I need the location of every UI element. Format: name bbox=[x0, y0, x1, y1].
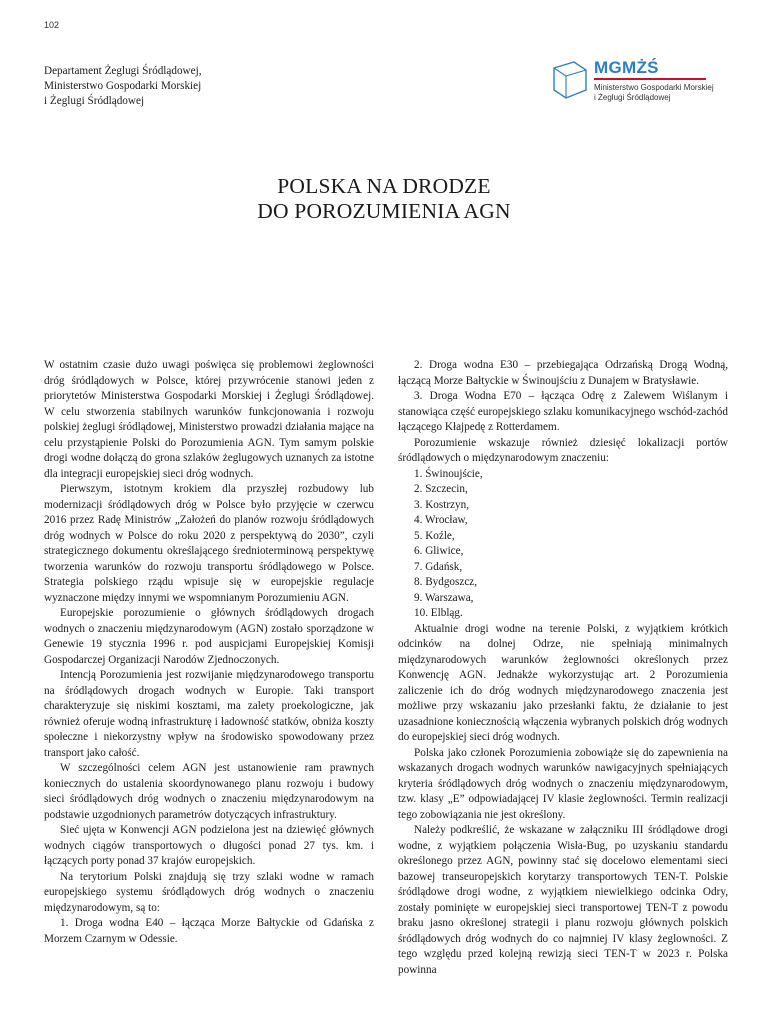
paragraph: Europejskie porozumienie o głównych śródlądowych drogach wodnych o znaczeniu międzynarodowym (AGN) zostało sporządzone w Genewie 19 stycznia 1996 r. pod auspicjami Europejskiej Komisji Gospodarczej Organizacji Narodów Zjednoczonych. bbox=[44, 607, 374, 666]
logo-subtitle-line: i Żeglugi Śródlądowej bbox=[594, 93, 671, 102]
paragraph: Sieć ujęta w Konwencji AGN podzielona jest na dziewięć głównych wodnych ciągów transportowych o długości ponad 27 tys. km. i łączących porty ponad 37 krajów europejskich. bbox=[44, 824, 374, 867]
right-column bbox=[398, 358, 728, 978]
logo-subtitle-line: Ministerstwo Gospodarki Morskiej bbox=[594, 83, 714, 92]
page-number: 102 bbox=[44, 20, 60, 30]
paragraph: Pierwszym, istotnym krokiem dla przyszłej rozbudowy lub modernizacji śródlądowych dróg w Polsce było przyjęcie w czerwcu 2016 przez Radę Ministrów „Założeń do planów rozwoju śródlądowych dróg wodnych w Polsce do roku 2020 z perspektywą do 2030”, czyli strategicznego dokumentu określającego średnioterminową perspektywę tworzenia warunków do rozwoju transportu śródlądowego w Polsce. Strategia polskiego rządu wpisuje się w europejskie regulacje wyznaczone między innymi we wspomnianym Porozumieniu AGN. bbox=[44, 483, 374, 604]
department-line: Ministerstwo Gospodarki Morskiej bbox=[44, 80, 202, 92]
list-item: 4. Wrocław, bbox=[414, 514, 468, 526]
logo-name: MGMŻŚ bbox=[594, 58, 659, 77]
list-item: 8. Bydgoszcz, bbox=[414, 576, 478, 588]
logo-subtitle bbox=[594, 83, 714, 103]
logo-rule bbox=[594, 78, 706, 80]
paragraph: Na terytorium Polski znajdują się trzy szlaki wodne w ramach europejskiego systemu śródlądowych dróg wodnych o znaczeniu międzynarodowym, są to: bbox=[44, 870, 374, 914]
paragraph: W szczególności celem AGN jest ustanowienie ram prawnych koniecznych do ustalenia skoordynowanego planu rozwoju i budowy sieci śródlądowych dróg wodnych o znaczeniu międzynarodowym na podstawie uzgodnionych parametrów dotyczących infrastruktury. bbox=[44, 762, 374, 821]
paragraph: 2. Droga wodna E30 – przebiegająca Odrzańską Drogą Wodną, łączącą Morze Bałtyckie w Świnoujściu z Dunajem w Bratysławie. bbox=[398, 359, 728, 387]
article-title bbox=[0, 174, 768, 224]
list-item: 3. Kostrzyn, bbox=[414, 498, 469, 511]
left-column bbox=[44, 358, 374, 947]
list-item: 10. Elbląg. bbox=[414, 607, 463, 619]
list-item: 1. Świnoujście, bbox=[414, 467, 483, 480]
paragraph: 3. Droga Wodna E70 – łącząca Odrę z Zalewem Wiślanym i stanowiąca część europejskiego szlaku komunikacyjnego wschód-zachód łączącego Kłajpedę z Rotterdamem. bbox=[398, 390, 728, 433]
paragraph: W ostatnim czasie dużo uwagi poświęca się problemowi żeglowności dróg śródlądowych w Polsce, której przywrócenie stanowi jeden z priorytetów Ministerstwa Gospodarki Morskiej i Żeglugi Śródlądowej. W celu stworzenia stabilnych warunków funkcjonowania i rozwoju polskiej żeglugi śródlądowej, Ministerstwo prowadzi działania mające na celu przystąpienie Polski do Porozumienia AGN. Tym samym polskie drogi wodne dołączą do grona szlaków żeglugowych uznanych za istotne dla integracji europejskiej sieci dróg wodnych. bbox=[44, 359, 374, 480]
ministry-logo bbox=[552, 56, 732, 106]
list-item: 7. Gdańsk, bbox=[414, 560, 463, 573]
department-block bbox=[44, 64, 304, 109]
list-item: 2. Szczecin, bbox=[414, 483, 468, 495]
paragraph: Aktualnie drogi wodne na terenie Polski, z wyjątkiem krótkich odcinków na dolnej Odrze, nie spełniają minimalnych międzynarodowych warunków żeglowności określonych przez Konwencję AGN. Jednakże wykorzystując art. 2 Porozumienia zaliczenie ich do dróg wodnych międzynarodowego znaczenia jest możliwe przy wskazaniu jako przesłanki faktu, że działanie to jest uzasadnione koniecznością włączenia wybranych polskich dróg wodnych do europejskiej sieci dróg wodnych. bbox=[398, 622, 728, 743]
list-item: 5. Koźle, bbox=[414, 529, 455, 542]
list-item: 6. Gliwice, bbox=[414, 545, 464, 557]
paragraph: Intencją Porozumienia jest rozwijanie międzynarodowego transportu na śródlądowych drogach wodnych w Europie. Taki transport charakteryzuje się niskimi kosztami, ma zalety proekologiczne, jak również oferuje wodną infrastrukturę i ładowność statków, obniża koszty społeczne i niekorzystny wpływ na środowisko spowodowany przez transport jako całość. bbox=[44, 669, 374, 759]
paragraph: Porozumienie wskazuje również dziesięć lokalizacji portów śródlądowych o międzynarodowym znaczeniu: bbox=[398, 436, 728, 464]
department-line: i Żeglugi Śródlądowej bbox=[44, 95, 145, 107]
title-line: POLSKA NA DRODZE bbox=[277, 174, 491, 198]
paragraph: Należy podkreślić, że wskazane w załączniku III śródlądowe drogi wodne, z wyjątkiem połączenia Wisła-Bug, po uzyskaniu standardu określonego przez AGN, powinny stać się docelowo elementami sieci bazowej transeuropejskich korytarzy transportowych TEN-T. Polskie śródlądowe drogi wodne, z wyjątkiem niewielkiego odcinka Odry, zostały pominięte w europejskiej sieci transportowej TEN-T z powodu braku jasno określonej strategii i planu rozwoju głównych polskich śródlądowych dróg wodnych do co najmniej IV klasy żeglowności. Z tego względu przed kolejną rewizją sieci TEN-T w 2023 r. Polska powinna bbox=[398, 824, 728, 976]
paragraph: 1. Droga wodna E40 – łącząca Morze Bałtyckie od Gdańska z Morzem Czarnym w Odessie. bbox=[44, 917, 374, 945]
paragraph: Polska jako członek Porozumienia zobowiąże się do zapewnienia na wskazanych drogach wodnych warunków nawigacyjnych spełniających kryteria śródlądowych dróg wodnych o znaczeniu międzynarodowym, tzw. klasy „E” odpowiadającej IV klasie żeglowności. Termin realizacji tego zobowiązania nie jest określony. bbox=[398, 746, 728, 821]
list-item: 9. Warszawa, bbox=[414, 591, 474, 604]
department-line: Departament Żeglugi Śródlądowej, bbox=[44, 65, 202, 77]
logo-emblem-icon bbox=[552, 60, 588, 100]
ports-list bbox=[398, 467, 728, 622]
title-line: DO POROZUMIENIA AGN bbox=[257, 199, 511, 223]
